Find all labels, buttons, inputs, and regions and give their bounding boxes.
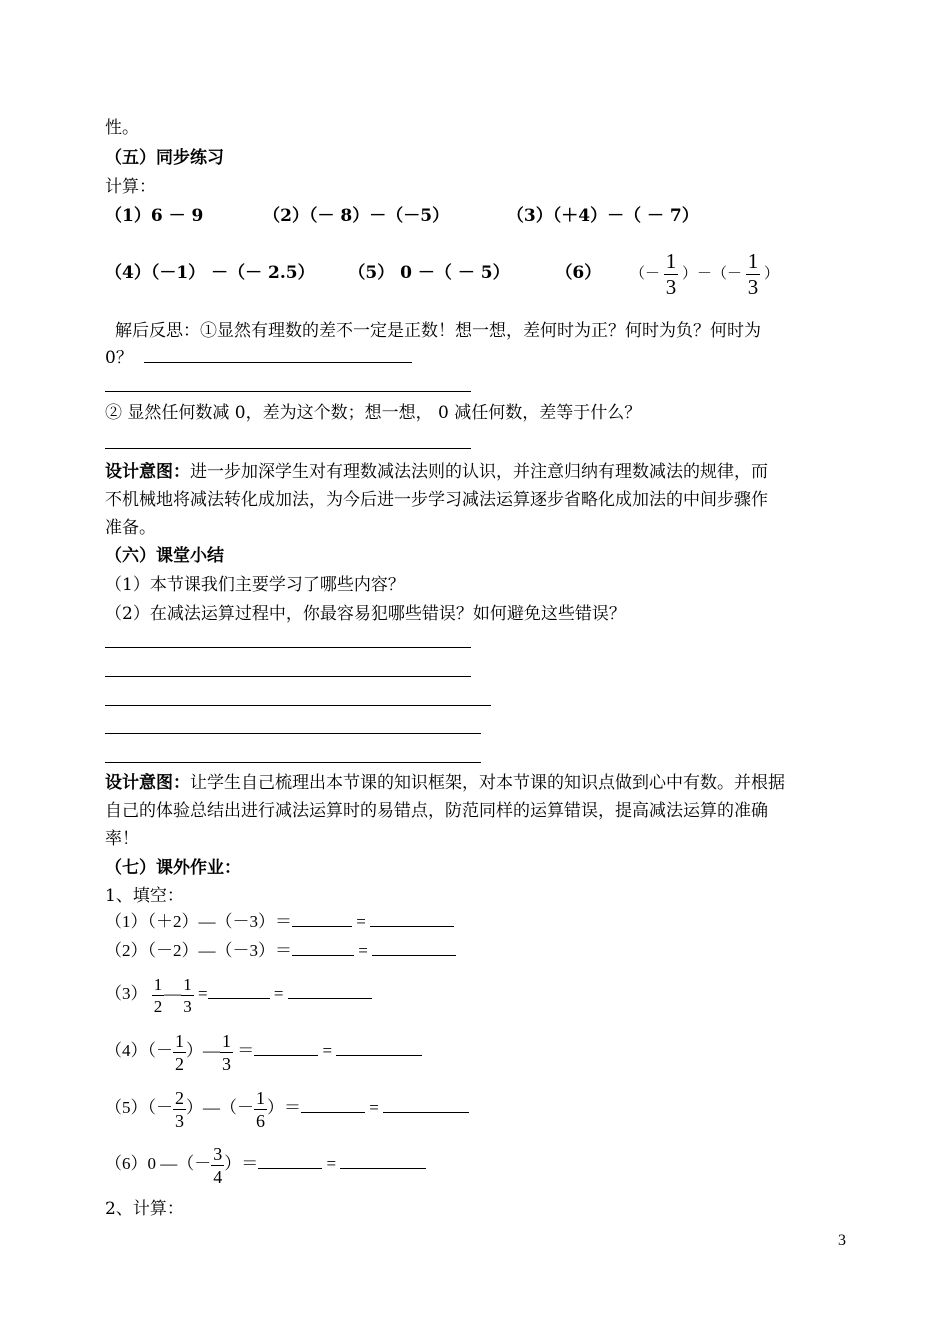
- answer-blank[interactable]: [254, 1040, 318, 1056]
- calc-title: 2、计算：: [105, 1199, 184, 1219]
- answer-blank[interactable]: [292, 940, 354, 956]
- section-5-title: （五）同步练习: [105, 148, 224, 168]
- problem-3: （3）（＋4）－（ － 7）: [506, 206, 699, 226]
- fill-item-5: （5）（－ $\frac{2}{3}$ ）—（－ $\frac{1}{6}$ ）＝ =: [105, 1087, 469, 1130]
- problem-4: （4）（－1） －（－ 2.5）: [105, 263, 315, 283]
- intro-tail: 性。: [105, 118, 139, 138]
- problem-6-expression: （－ $\frac{1}{3}$ ）－（－ $\frac{1}{3}$ ）: [630, 249, 780, 299]
- design-intent-2-line-2: 自己的体验总结出进行减法运算时的易错点，防范同样的运算错误，提高减法运算的准确: [105, 801, 768, 821]
- answer-blank[interactable]: [301, 1097, 365, 1113]
- design-intent-1-line-1: 设计意图：进一步加深学生对有理数减法法则的认识，并注意归纳有理数减法的规律，而: [105, 462, 768, 482]
- answer-blank[interactable]: [383, 1097, 469, 1113]
- answer-blank[interactable]: [372, 940, 456, 956]
- fill-blank-title: 1、填空：: [105, 886, 184, 906]
- summary-question-1: （1）本节课我们主要学习了哪些内容？: [105, 575, 405, 595]
- fill-item-3: （3） $\frac{1}{2}$ — $\frac{1}{3}$ = =: [105, 974, 372, 1015]
- fill-item-4: （4）（－ $\frac{1}{2}$ ）— $\frac{1}{3}$ ＝ =: [105, 1030, 422, 1073]
- design-intent-1-line-2: 不机械地将减法转化成加法，为今后进一步学习减法运算逐步省略化成加法的中间步骤作: [105, 490, 768, 510]
- answer-blank[interactable]: [258, 1153, 322, 1169]
- answer-blank[interactable]: [336, 1040, 422, 1056]
- design-intent-2-line-3: 率！: [105, 829, 139, 849]
- answer-line[interactable]: [105, 448, 471, 449]
- answer-line[interactable]: [105, 676, 471, 677]
- answer-blank[interactable]: [292, 911, 352, 927]
- design-intent-2-line-1: 设计意图：让学生自己梳理出本节课的知识框架，对本节课的知识点做到心中有数。并根据: [105, 773, 785, 793]
- page-number: 3: [838, 1232, 846, 1249]
- section-7-title: （七）课外作业：: [105, 858, 241, 878]
- problem-1: （1）6 － 9: [105, 206, 204, 226]
- fraction: $\frac{1}{2}$: [153, 974, 163, 1016]
- problem-5: （5） 0 －（ － 5）: [348, 263, 510, 283]
- fraction-one-third: $\frac{1}{3}$: [665, 249, 677, 299]
- reflection-2: ② 显然任何数减 0，差为这个数；想一想， 0 减任何数，差等于什么？: [105, 403, 642, 423]
- fill-item-6: （6）0 —（－ $\frac{3}{4}$ ）＝ =: [105, 1143, 426, 1186]
- fraction: $\frac{1}{6}$: [256, 1087, 265, 1131]
- answer-blank[interactable]: [144, 347, 412, 363]
- design-intent-1-line-3: 准备。: [105, 518, 156, 538]
- fraction: $\frac{1}{2}$: [175, 1030, 184, 1074]
- answer-line[interactable]: [105, 733, 481, 734]
- problem-6-label: （6）: [555, 263, 602, 283]
- practice-row-1: [105, 205, 699, 227]
- calc-prompt: 计算：: [105, 177, 156, 197]
- answer-blank[interactable]: [208, 983, 270, 999]
- practice-row-2: [105, 262, 601, 284]
- reflection-1-end: 0？: [105, 347, 412, 369]
- section-6-title: （六）课堂小结: [105, 546, 224, 566]
- problem-2: （2）（－ 8）－（－5）: [263, 206, 450, 226]
- fraction: $\frac{3}{4}$: [213, 1143, 223, 1187]
- answer-blank[interactable]: [370, 911, 454, 927]
- answer-line[interactable]: [105, 391, 471, 392]
- fill-item-2: （2）（－2）—（－3）＝ =: [105, 940, 456, 962]
- fill-item-1: （1）（＋2）—（－3）＝ =: [105, 911, 454, 933]
- fraction: $\frac{1}{3}$: [183, 974, 192, 1016]
- answer-line[interactable]: [105, 647, 471, 648]
- answer-blank[interactable]: [288, 983, 372, 999]
- fraction: $\frac{1}{3}$: [222, 1030, 231, 1074]
- reflection-1: 解后反思：①显然有理数的差不一定是正数！想一想，差何时为正？何时为负？何时为: [115, 321, 761, 341]
- answer-blank[interactable]: [340, 1153, 426, 1169]
- answer-line[interactable]: [105, 762, 481, 763]
- fraction-one-third: $\frac{1}{3}$: [747, 249, 759, 299]
- answer-line[interactable]: [105, 705, 491, 706]
- summary-question-2: （2）在减法运算过程中，你最容易犯哪些错误？如何避免这些错误？: [105, 604, 626, 624]
- fraction: $\frac{2}{3}$: [175, 1087, 184, 1131]
